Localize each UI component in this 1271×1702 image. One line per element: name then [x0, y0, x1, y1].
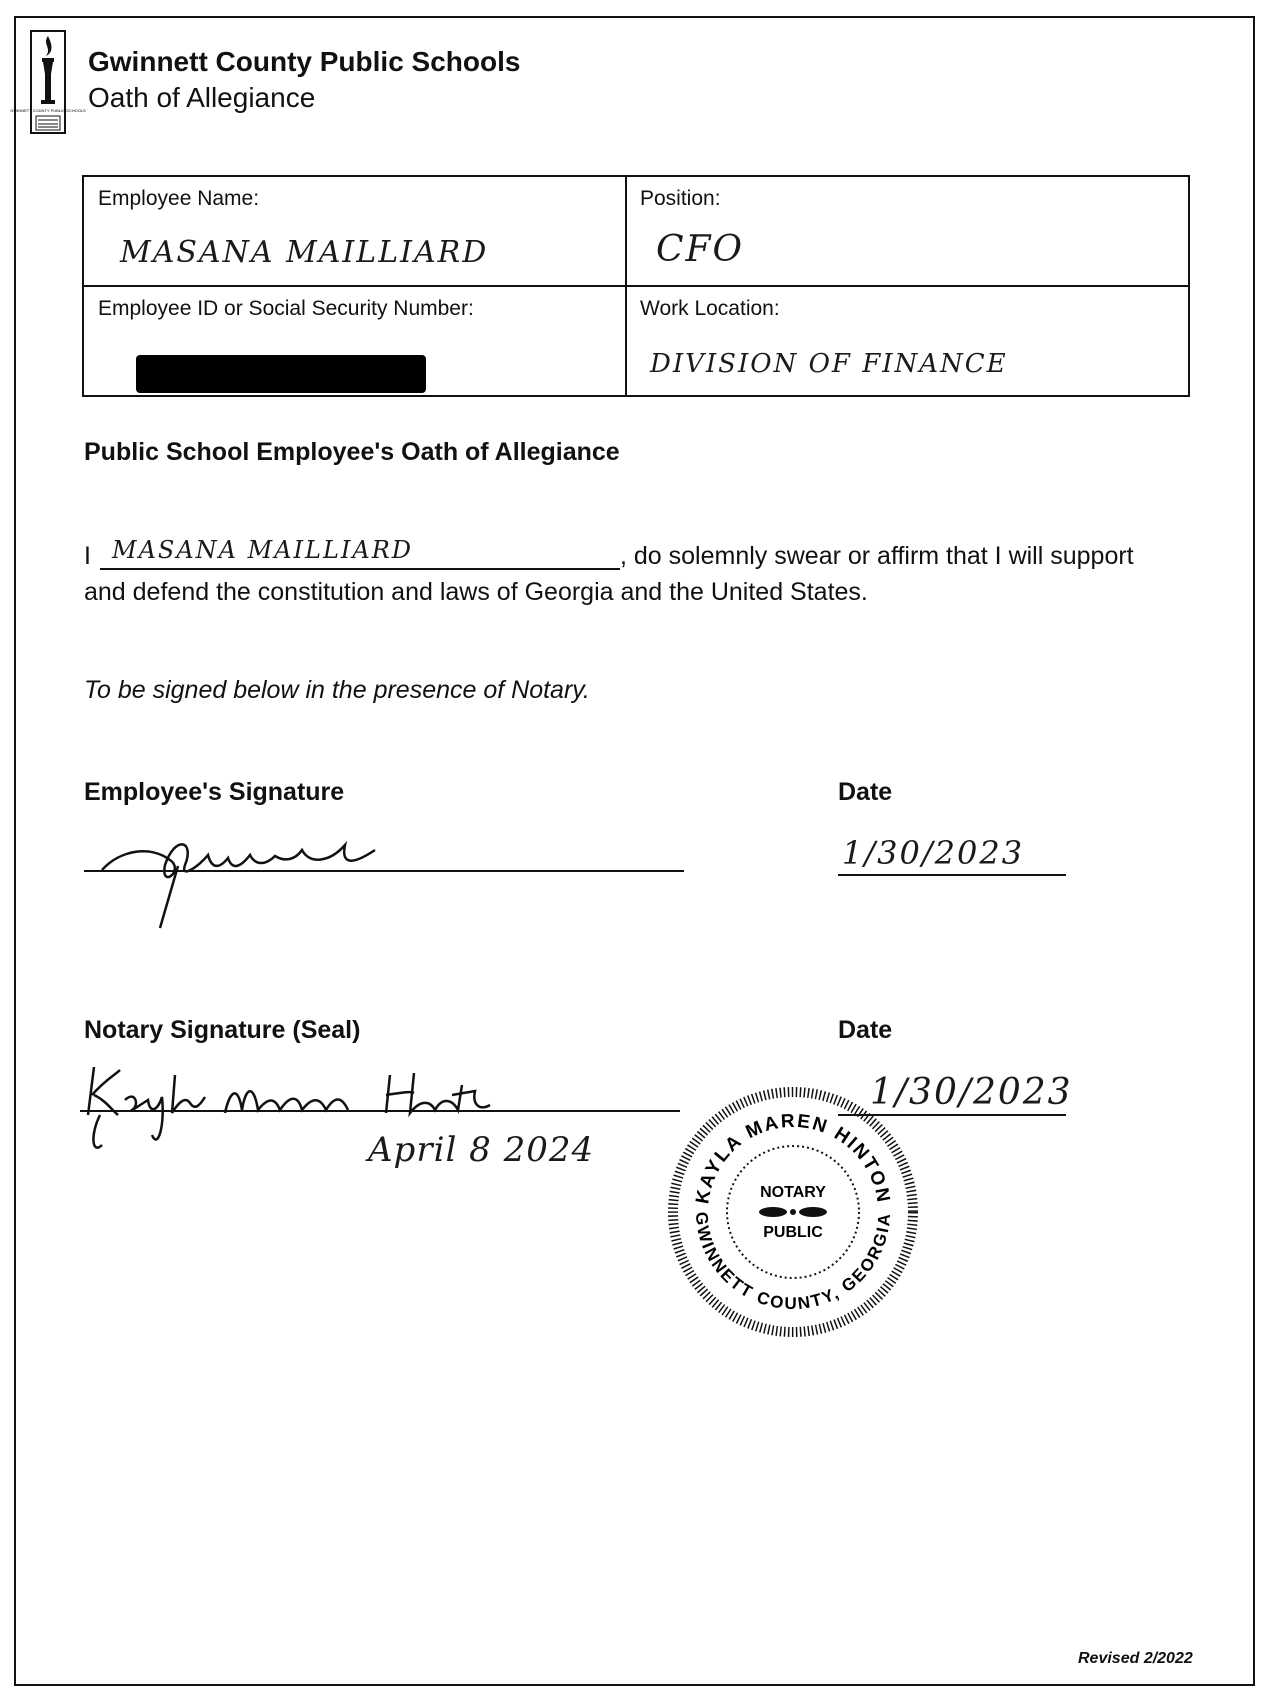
employee-name-label: Employee Name: — [98, 187, 260, 210]
oath-prefix: I — [84, 542, 91, 570]
redaction-box — [136, 355, 426, 393]
notary-signature-line — [80, 1110, 680, 1112]
svg-text:GWINNETT COUNTY PUBLIC SCHOOLS: GWINNETT COUNTY PUBLIC SCHOOLS — [10, 108, 86, 113]
employee-signature-label: Employee's Signature — [84, 778, 345, 806]
oath-text-line1: , do solemnly swear or affirm that I will support — [620, 542, 1134, 570]
employee-name-value: MASANA MAILLIARD — [120, 235, 489, 270]
document-title: Oath of Allegiance — [88, 82, 316, 113]
svg-text:Mailliard: Mailliard — [90, 810, 94, 811]
notary-commission-expiration: April 8 2024 — [368, 1130, 595, 1170]
table-divider-horizontal — [84, 285, 1188, 287]
svg-text:NOTARY: NOTARY — [760, 1184, 826, 1201]
svg-text:KAYLA MAREN HINTON: KAYLA MAREN HINTON — [692, 1110, 894, 1206]
notary-date-value: 1/30/2023 — [870, 1072, 1073, 1113]
oath-name-fill: MASANA MAILLIARD — [112, 536, 414, 564]
notary-seal — [668, 1087, 918, 1337]
employee-date-value: 1/30/2023 — [842, 834, 1025, 872]
oath-heading: Public School Employee's Oath of Allegiance — [84, 438, 620, 466]
employee-id-value — [84, 177, 85, 178]
employee-signature-line — [84, 870, 684, 872]
employee-date-line — [838, 874, 1066, 876]
notary-date-label: Date — [838, 1016, 893, 1044]
svg-text:PUBLIC: PUBLIC — [763, 1224, 823, 1241]
work-location-label: Work Location: — [640, 297, 780, 320]
notary-signature-label: Notary Signature (Seal) — [84, 1016, 361, 1044]
oath-text-line2: and defend the constitution and laws of Georgia and the United States. — [84, 578, 868, 606]
oath-name-underline — [100, 568, 620, 570]
employee-id-label: Employee ID or Social Security Number: — [98, 297, 474, 320]
employee-signature-image — [90, 810, 430, 940]
org-name: Gwinnett County Public Schools — [88, 46, 521, 77]
employee-date-label: Date — [838, 778, 893, 806]
notary-instruction: To be signed below in the presence of Notary. — [84, 676, 590, 704]
svg-text:Kayla Maren Hinton: Kayla Maren Hinton — [80, 1055, 89, 1056]
torch-logo-icon — [10, 30, 86, 134]
employee-info-table — [82, 175, 1190, 397]
svg-text:GWINNETT COUNTY, GEORGIA: GWINNETT COUNTY, GEORGIA — [691, 1211, 895, 1314]
work-location-value: DIVISION OF FINANCE — [650, 349, 1008, 379]
revision-note: Revised 2/2022 — [1078, 1650, 1193, 1667]
position-value: CFO — [656, 229, 745, 270]
position-label: Position: — [640, 187, 721, 210]
